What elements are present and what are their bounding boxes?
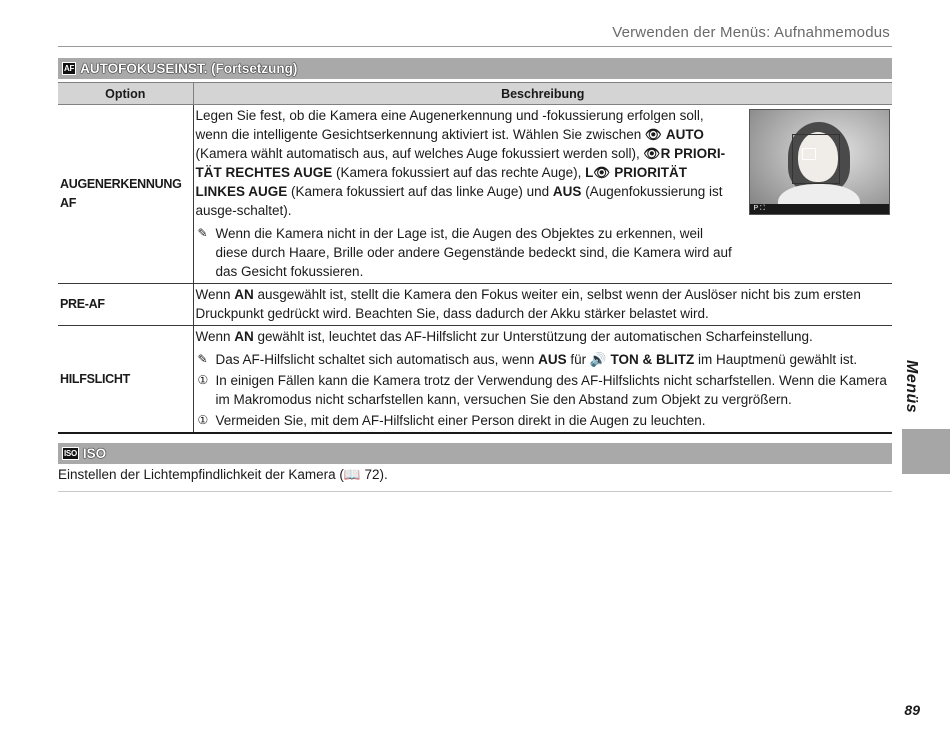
header-divider (58, 46, 892, 47)
option-name: HILFSLICHT (58, 326, 193, 434)
camera-preview-image (749, 109, 890, 215)
option-name: AUGENERKENNUNG AF (58, 105, 193, 284)
page-number: 89 (904, 702, 920, 718)
options-table (58, 82, 892, 434)
eye-right-icon: 👁R (643, 146, 671, 161)
option-description: Wenn AN gewählt ist, leuchtet das AF-Hilfslicht zur Unterstützung der automatischen Scharfeinstellung. ✎ Das AF-Hilfslicht schaltet sich automatisch aus, wenn AUS für 🔊 TON & BLITZ im Hauptmenü gewählt ist. ① In einigen Fällen kann die Kamera trotz der Verwendung des AF-Hilfslichts nicht scharfstellen. Wenn die Kamera im Makromodus nicht scharfstellen kann, versuchen Sie den Abstand zum Objekt zu vergrößern. ① Vermeiden Sie, mit dem AF-Hilfslicht einer Person direkt in die Augen zu leuchten. (193, 326, 892, 434)
section-title: AUTOFOKUSEINST. (Fortsetzung) (80, 61, 298, 76)
caution-icon: ① (197, 373, 209, 387)
note-pencil-icon: ✎ (197, 352, 208, 366)
table-row (58, 326, 892, 434)
note-item: ✎ Wenn die Kamera nicht in der Lage ist, die Augen des Objektes zu erkennen, weil diese durch Haare, Brille oder andere Gegenstände bedeckt sind, die Kamera wird auf das Gesicht fokussieren. (197, 226, 732, 279)
note-pencil-icon: ✎ (197, 226, 208, 240)
face-detection-frame (792, 134, 840, 184)
af-menu-icon: AF (64, 64, 75, 73)
table-header-row (58, 83, 892, 105)
table-row (58, 105, 892, 284)
section-divider (58, 491, 892, 492)
section-title: ISO (82, 446, 107, 461)
iso-menu-icon: ISO (64, 449, 77, 458)
section-thumb-tab (902, 429, 950, 474)
table-row (58, 284, 892, 326)
section-header-autofocus (58, 58, 892, 79)
eye-left-icon: L👁 (585, 165, 611, 180)
side-section-label: Menüs (903, 360, 920, 414)
caution-item: ① In einigen Fällen kann die Kamera trotz der Verwendung des AF-Hilfslichts nicht scharfstellen. Wenn die Kamera im Makromodus nicht scharfstellen kann, versuchen Sie den Abstand zum Objekt zu vergrößern. (197, 373, 887, 407)
option-description: Wenn AN ausgewählt ist, stellt die Kamera den Fokus weiter ein, selbst wenn der Auslöser nicht bis zum ersten Druckpunkt gedrückt wird. Beachten Sie, dass dadurch der Akku stärker belastet wird. (193, 284, 892, 326)
column-header-option: Option (58, 83, 193, 105)
iso-description: Einstellen der Lichtempfindlichkeit der Kamera (📖 72). (58, 467, 388, 482)
caution-item: ① Vermeiden Sie, mit dem AF-Hilfslicht einer Person direkt in die Augen zu leuchten. (197, 413, 706, 428)
note-item: ✎ Das AF-Hilfslicht schaltet sich automatisch aus, wenn AUS für 🔊 TON & BLITZ im Hauptmenü gewählt ist. (197, 352, 858, 367)
caution-icon: ① (197, 413, 209, 427)
description-paragraph: Legen Sie fest, ob die Kamera eine Augenerkennung und -fokussierung erfolgen soll, wenn die intelligente Gesichtserkennung aktiviert ist. Wählen Sie zwischen 👁 AUTO (Kamera wählt automatisch aus, auf welches Auge fokussiert werden soll), 👁R PRIORI-TÄT RECHTES AUGE (Kamera fokussiert auf das rechte Auge), L👁 PRIORITÄT LINKES AUGE (Kamera fokussiert auf das linke Auge) und AUS (Augenfokussierung ist ausge-schaltet). (195, 108, 726, 218)
camera-status-strip: P ⛶ (750, 204, 889, 214)
section-header-iso (58, 443, 892, 464)
book-reference-icon: 📖 (343, 467, 361, 482)
option-description (193, 105, 892, 284)
option-name: PRE-AF (58, 284, 193, 326)
page-header-title: Verwenden der Menüs: Aufnahmemodus (612, 24, 890, 41)
eye-auto-icon: 👁 (644, 127, 663, 142)
eye-detection-frame (802, 148, 816, 160)
sound-menu-icon: 🔊 (589, 352, 607, 367)
column-header-description: Beschreibung (193, 83, 892, 105)
